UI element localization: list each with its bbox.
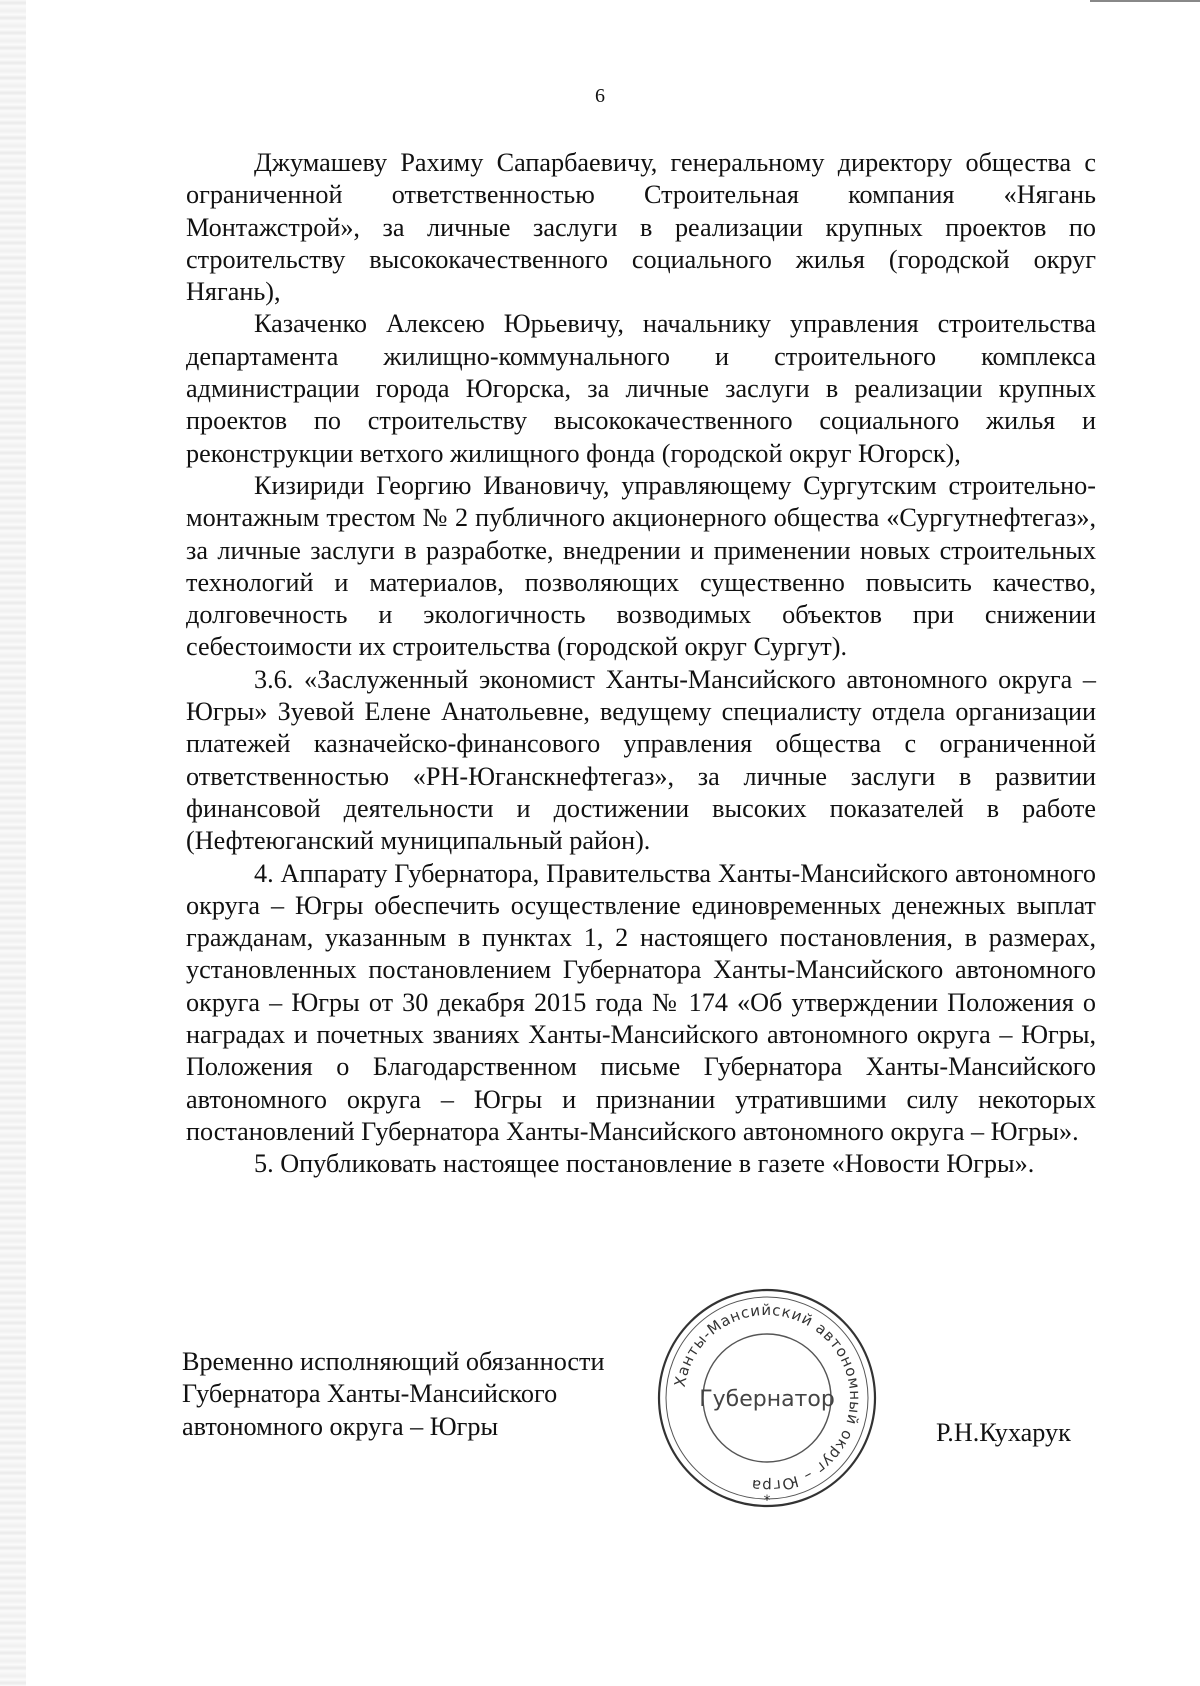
seal-ring-text: Ханты-Мансийский автономный округ – Югра bbox=[670, 1300, 865, 1496]
signatory-position-line: автономного округа – Югры bbox=[182, 1411, 499, 1441]
seal-star-icon: * bbox=[763, 1493, 771, 1509]
document-body bbox=[186, 147, 1096, 1181]
scan-edge bbox=[0, 0, 26, 1686]
paragraph-kazachenko: Казаченко Алексею Юрьевичу, начальнику управления строительства департамента жилищно-коммунального и строительного комплекса администрации города Югорска, за личные заслуги в реализации крупных проектов по строительству высококачественного социального жилья и реконструкции ветхого жилищного фонда (городской округ Югорск), bbox=[186, 309, 1096, 468]
scan-edge-top bbox=[1090, 0, 1200, 2]
paragraph-dzhumashev: Джумашеву Рахиму Сапарбаевичу, генеральному директору общества с ограниченной ответственностью Строительная компания «Нягань Монтажстрой», за личные заслуги в реализации крупных проектов по строительству высококачественного социального жилья (городской округ Нягань), bbox=[186, 148, 1096, 307]
paragraph-kiziridi: Кизириди Георгию Ивановичу, управляющему Сургутским строительно-монтажным трестом № 2 публичного акционерного общества «Сургутнефтегаз», за личные заслуги в разработке, внедрении и применении новых строительных технологий и материалов, позволяющих существенно повысить качество, долговечность и экологичность возводимых объектов при снижении себестоимости их строительства (городской округ Сургут). bbox=[186, 470, 1096, 662]
official-seal bbox=[652, 1283, 882, 1513]
signatory-position bbox=[182, 1346, 652, 1443]
paragraph-clause-3-6: 3.6. «Заслуженный экономист Ханты-Мансийского автономного округа – Югры» Зуевой Елене Анатольевне, ведущему специалисту отдела организации платежей казначейско-финансового управления общества с ограниченной ответственностью «РН-Юганскнефтегаз», за личные заслуги в развитии финансовой деятельности и достижении высоких показателей в работе (Нефтеюганский муниципальный район). bbox=[186, 664, 1096, 856]
signatory-position-line: Временно исполняющий обязанности bbox=[182, 1347, 605, 1376]
paragraph-clause-5: 5. Опубликовать настоящее постановление в газете «Новости Югры». bbox=[254, 1149, 1035, 1179]
signatory-position-line: Губернатора Ханты-Мансийского bbox=[182, 1379, 558, 1409]
seal-center-text: Губернатор bbox=[699, 1387, 835, 1412]
page-number: 6 bbox=[595, 85, 605, 107]
signatory-name: Р.Н.Кухарук bbox=[936, 1418, 1071, 1447]
paragraph-clause-4: 4. Аппарату Губернатора, Правительства Ханты-Мансийского автономного округа – Югры обеспечить осуществление единовременных денежных выплат гражданам, указанным в пунктах 1, 2 настоящего постановления, в размерах, установленных постановлением Губернатора Ханты-Мансийского автономного округа – Югры от 30 декабря 2015 года № 174 «Об утверждении Положения о наградах и почетных званиях Ханты-Мансийского автономного округа – Югры, Положения о Благодарственном письме Губернатора Ханты-Мансийского автономного округа – Югры и признании утратившими силу некоторых постановлений Губернатора Ханты-Мансийского автономного округа – Югры». bbox=[186, 858, 1096, 1146]
